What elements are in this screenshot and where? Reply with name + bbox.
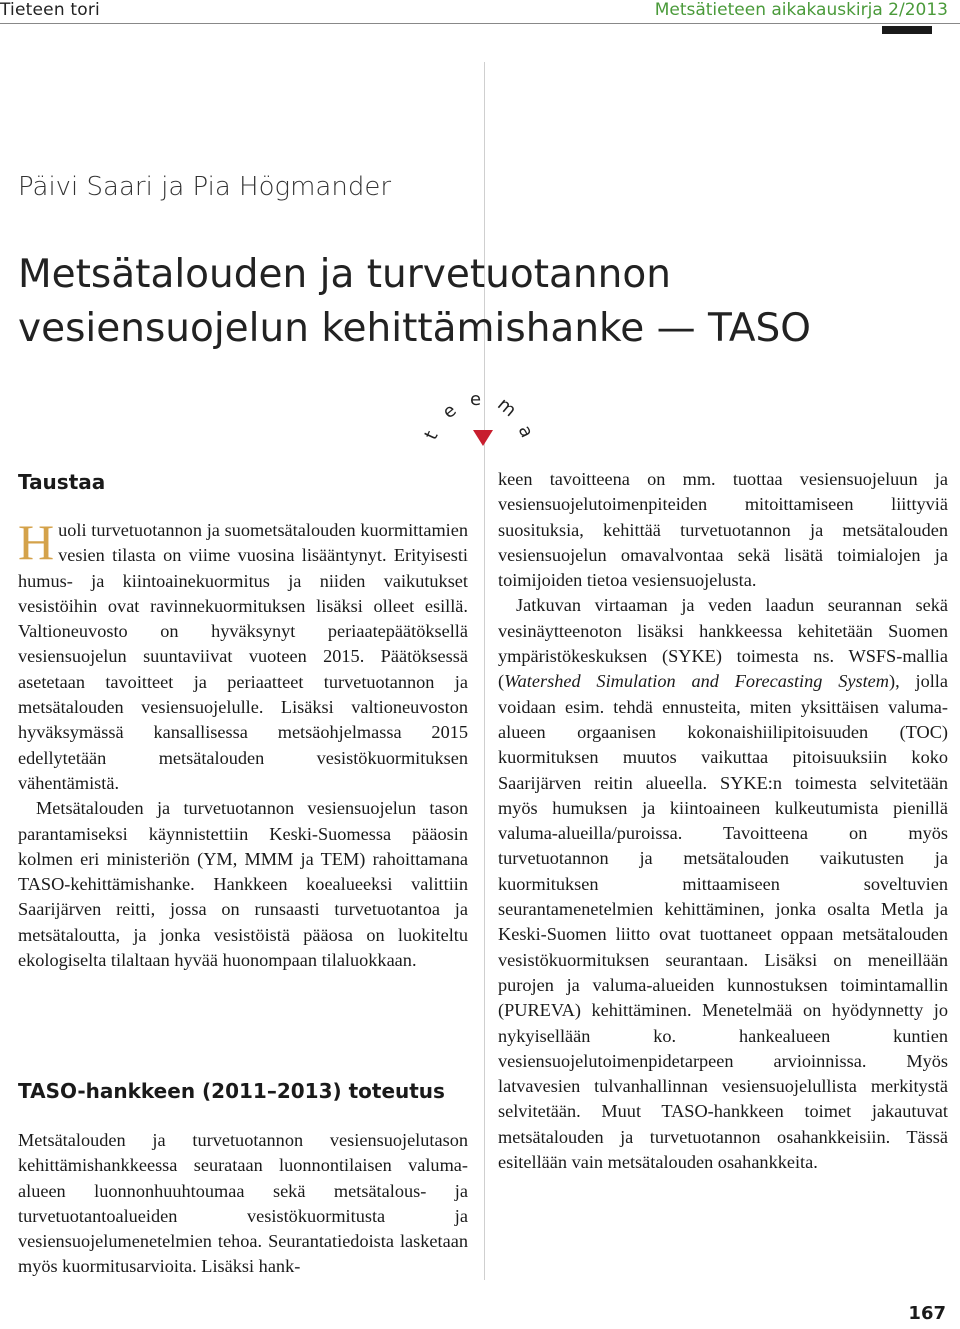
- teema-letter-t: t: [420, 427, 443, 444]
- paragraph-intro: [18, 514, 468, 796]
- header-journal-name: Metsätieteen aikakauskirja 2/2013: [654, 0, 948, 20]
- teema-letter-e1: e: [438, 399, 461, 424]
- monitoring-text-a: Jatkuvan virtaaman ja veden laadun seurannan sekä vesinäytteenoton lisäksi hankkeessa kehitetään Suomen ympäristökeskuksen (SYKE) toimesta ns. WSFS-mallia (: [498, 595, 948, 692]
- paragraph-project-start: Metsätalouden ja turvetuotannon vesiensuojelun tason parantamiseksi käynnistettiin Keski-Suomessa pääosin kolmen eri ministeriön (YM, MMM ja TEM) rahoittamana TASO-kehittämishanke. Hankkeen koealueeksi valittiin Saarijärven reitti, jossa on runsaasti turvetuotantoa ja metsätaloutta, ja jonka vesistöistä pääosa on luokiteltu ekologiselta tilaltaan hyvää huonompaan tilaluokkaan.: [18, 798, 468, 971]
- title-line-1: Metsätalouden ja turvetuotannon: [18, 252, 671, 297]
- drop-cap: H: [18, 514, 55, 570]
- header-rule: [0, 23, 960, 24]
- title-line-2: vesiensuojelun kehittämishanke — TASO: [18, 306, 811, 351]
- paragraph-intro-text: uoli turvetuotannon ja suometsätalouden kuormittamien vesien tilasta on viime vuosina lisääntynyt. Erityisesti humus- ja kiintoainekuormitus ja niiden vaikutukset vesistöihin ovat ravinnekuormituksen lisäksi olleet esillä. Valtioneuvosto on hyväksynyt periaatepäätöksellä vesiensuojelun suuntaviivat vuoteen 2015. Päätöksessä asetetaan tavoitteet ja periaatteet turvetuotannon ja metsätalouden vesiensuojelulle. Lisäksi valtioneuvoston hyväksymässä kansallisessa metsäohjelmassa 2015 edellytetään metsätalouden vesistökuormituksen vähentämistä.: [18, 520, 468, 793]
- article-authors: Päivi Saari ja Pia Högmander: [18, 172, 392, 202]
- left-column-upper: [18, 514, 468, 973]
- page-number: 167: [908, 1303, 946, 1324]
- section-heading-taustaa: Taustaa: [18, 470, 106, 494]
- header-section-label: Tieteen tori: [0, 0, 100, 20]
- teema-triangle-icon: [473, 430, 493, 446]
- monitoring-text-b: ), jolla voidaan esim. tehdä ennusteita, miten yksittäisen valuma-alueen orgaanisen kokonaishiilipitoisuuden (TOC) kuormituksen muutos vaikuttaa pitoisuuksiin koko Saarijärven reitin alueella. SYKE:n toimesta selvitetään myös humuksen ja kiintoaineen kulkeutumista pienillä valuma-alueilla/puroissa. Tavoitteena on myös turvetuotannon ja metsätalouden vaikutusten ja kuormituksen mittaamiseen soveltuvien seurantamenetelmien kehittäminen, jonka osalta Metla ja Keski-Suomen liitto ovat tuottaneet oppaan metsätalouden vesistökuormituksen seurantaan. Lisäksi on meneillään purojen ja valuma-alueiden kunnostuksen toimintamallin (PUREVA) kehittäminen. Menetelmää on hyödynnetty jo nykyisellään ko. hankealueen kuntien vesiensuojelutoimenpidetarpeen arvioinnissa. Myös latvavesien tulvanhallinnan vesiensuojelullista merkitystä selvitetään. Muut TASO-hankkeen toimet jakautuvat metsätalouden ja turvetuotannon osahankkeisiin. Tässä esitellään vain metsätalouden osahankkeita.: [498, 671, 948, 1173]
- wsfs-expansion: Watershed Simulation and Forecasting System: [504, 671, 889, 692]
- section-heading-toteutus: TASO-hankkeen (2011–2013) toteutus: [18, 1079, 445, 1103]
- paragraph-goals: keen tavoitteena on mm. tuottaa vesiensuojeluun ja vesiensuojelutoimenpiteiden mitoittamiseen liittyviä suosituksia, kehittää turvetuotannon ja metsätalouden vesiensuojelun omavalvontaa sekä lisätä toimialojen ja toimijoiden tietoa vesiensuojelusta.: [498, 469, 948, 591]
- teema-letter-e2: e: [470, 389, 482, 410]
- header-bar: [882, 26, 932, 34]
- teema-badge: [420, 385, 550, 455]
- left-column-lower: [18, 1128, 468, 1280]
- teema-letter-a: a: [513, 422, 538, 441]
- teema-letter-m: m: [493, 393, 521, 422]
- column-divider: [484, 62, 485, 1280]
- paragraph-monitoring: [498, 593, 948, 1175]
- paragraph-implementation: Metsätalouden ja turvetuotannon vesiensuojelutason kehittämishankkeessa seurataan luonnontilaisen valuma-alueen luonnonhuuhtoumaa sekä metsätalous- ja turvetuotantoalueiden vesistökuormitusta ja vesiensuojelumenetelmien tehoa. Seurantatiedoista lasketaan myös kuormitusarvioita. Lisäksi hank-: [18, 1130, 468, 1277]
- article-title: [18, 248, 918, 356]
- right-column: [498, 467, 948, 1175]
